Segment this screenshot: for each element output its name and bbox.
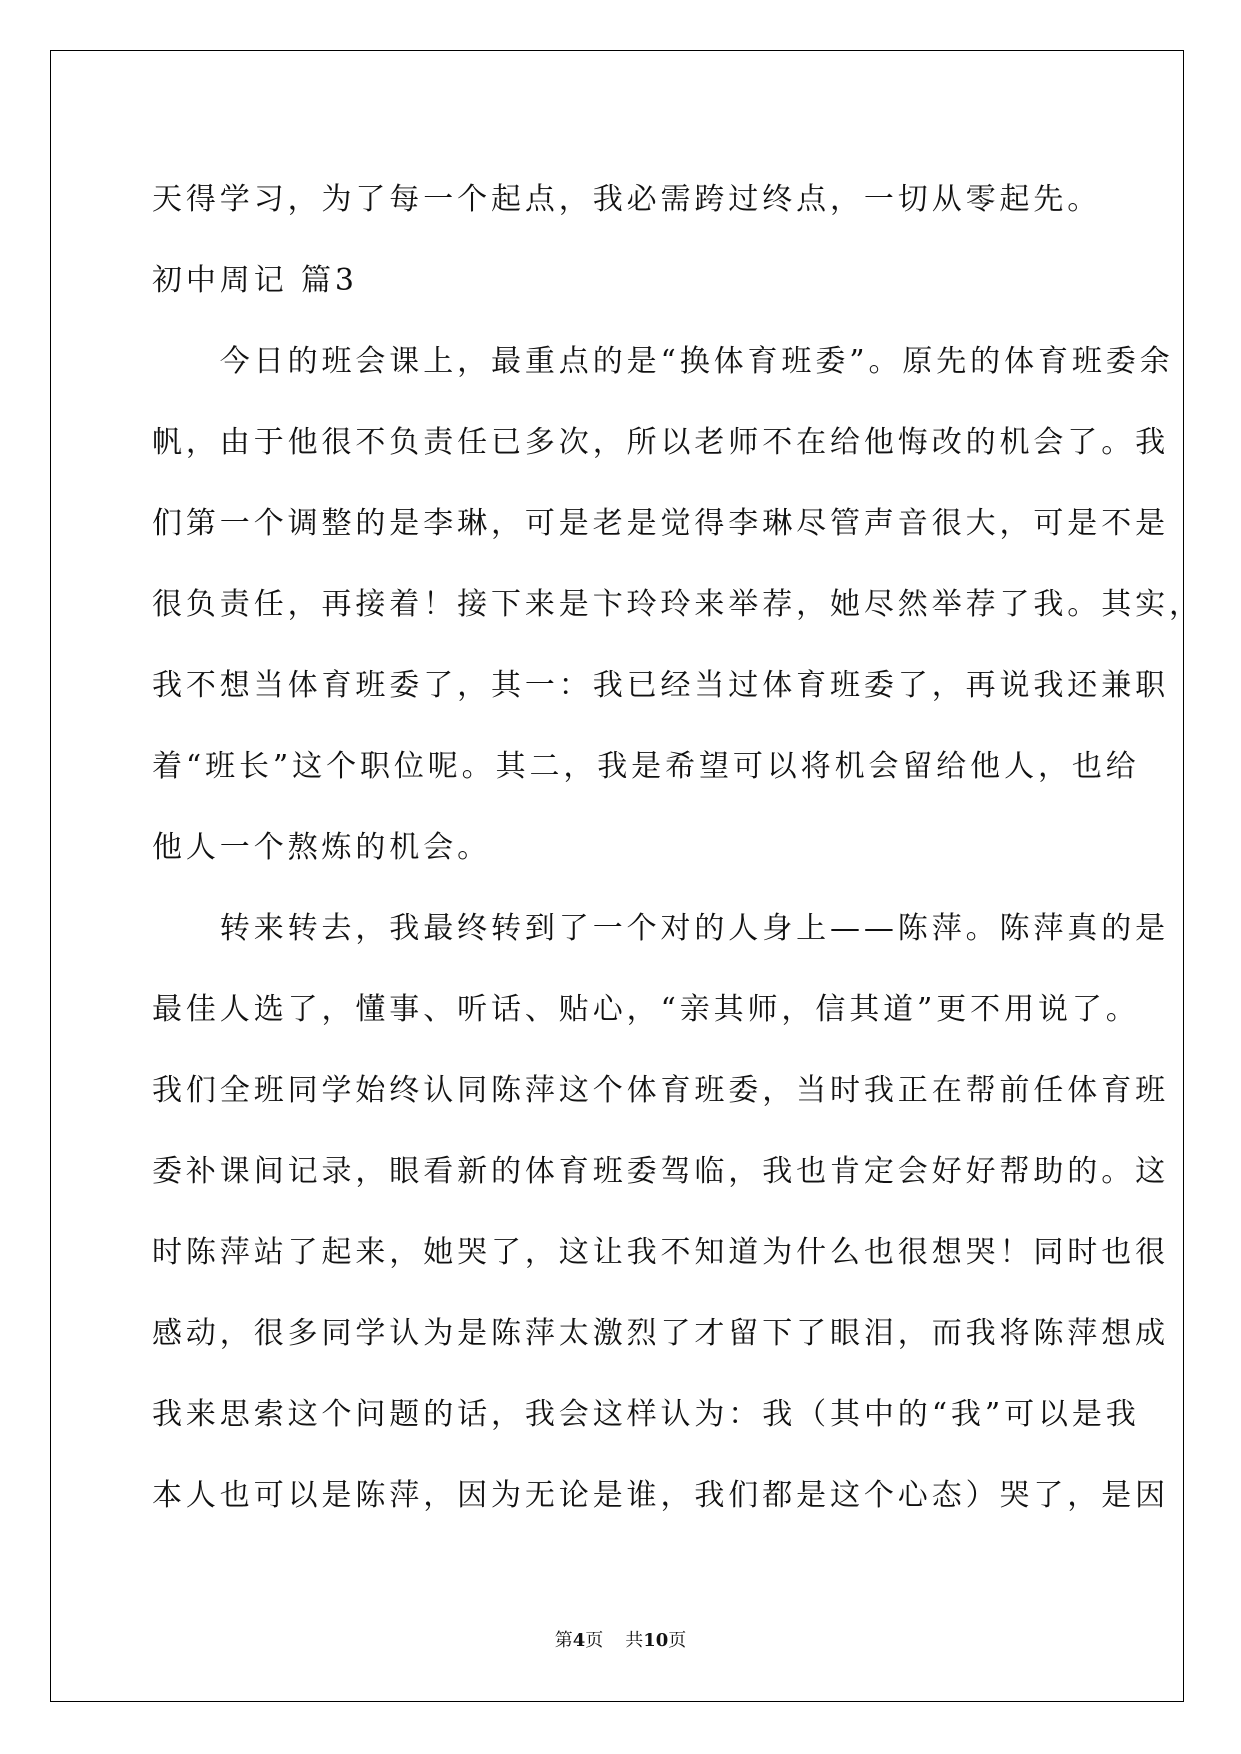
page-footer xyxy=(0,1626,1241,1652)
total-prefix: 共 xyxy=(625,1630,644,1651)
text-line: 今日的班会课上，最重点的是“换体育班委”。原先的体育班委余 xyxy=(152,344,1174,379)
text-line: 我不想当体育班委了，其一：我已经当过体育班委了，再说我还兼职 xyxy=(152,668,1169,703)
page-suffix: 页 xyxy=(585,1630,604,1651)
text-line: 时陈萍站了起来，她哭了，这让我不知道为什么也很想哭！同时也很 xyxy=(152,1235,1169,1270)
text-line: 着“班长”这个职位呢。其二，我是希望可以将机会留给他人，也给 xyxy=(152,749,1140,784)
document-body xyxy=(152,159,1203,1536)
text-line: 委补课间记录，眼看新的体育班委驾临，我也肯定会好好帮助的。这 xyxy=(152,1154,1169,1189)
text-line: 他人一个熬炼的机会。 xyxy=(152,830,491,865)
text-line: 很负责任，再接着！接下来是卞玲玲来举荐，她尽然举荐了我。其实， xyxy=(152,587,1203,622)
page-prefix: 第 xyxy=(554,1630,573,1651)
text-line: 转来转去，我最终转到了一个对的人身上——陈萍。陈萍真的是 xyxy=(152,911,1169,946)
text-line: 感动，很多同学认为是陈萍太激烈了才留下了眼泪，而我将陈萍想成 xyxy=(152,1316,1169,1351)
text-line: 我们全班同学始终认同陈萍这个体育班委，当时我正在帮前任体育班 xyxy=(152,1073,1169,1108)
text-line: 帆，由于他很不负责任已多次，所以老师不在给他悔改的机会了。我 xyxy=(152,425,1169,460)
section-heading: 初中周记 篇3 xyxy=(152,263,358,298)
text-line: 们第一个调整的是李琳，可是老是觉得李琳尽管声音很大，可是不是 xyxy=(152,506,1169,541)
text-line: 我来思索这个问题的话，我会这样认为：我（其中的“我”可以是我 xyxy=(152,1397,1140,1432)
text-line: 天得学习，为了每一个起点，我必需跨过终点，一切从零起先。 xyxy=(152,182,1102,217)
page-number: 4 xyxy=(572,1630,586,1651)
text-line: 最佳人选了，懂事、听话、贴心，“亲其师，信其道”更不用说了。 xyxy=(152,992,1140,1027)
text-line: 本人也可以是陈萍，因为无论是谁，我们都是这个心态）哭了，是因 xyxy=(152,1478,1169,1513)
total-suffix: 页 xyxy=(668,1630,687,1651)
total-pages: 10 xyxy=(643,1630,669,1651)
